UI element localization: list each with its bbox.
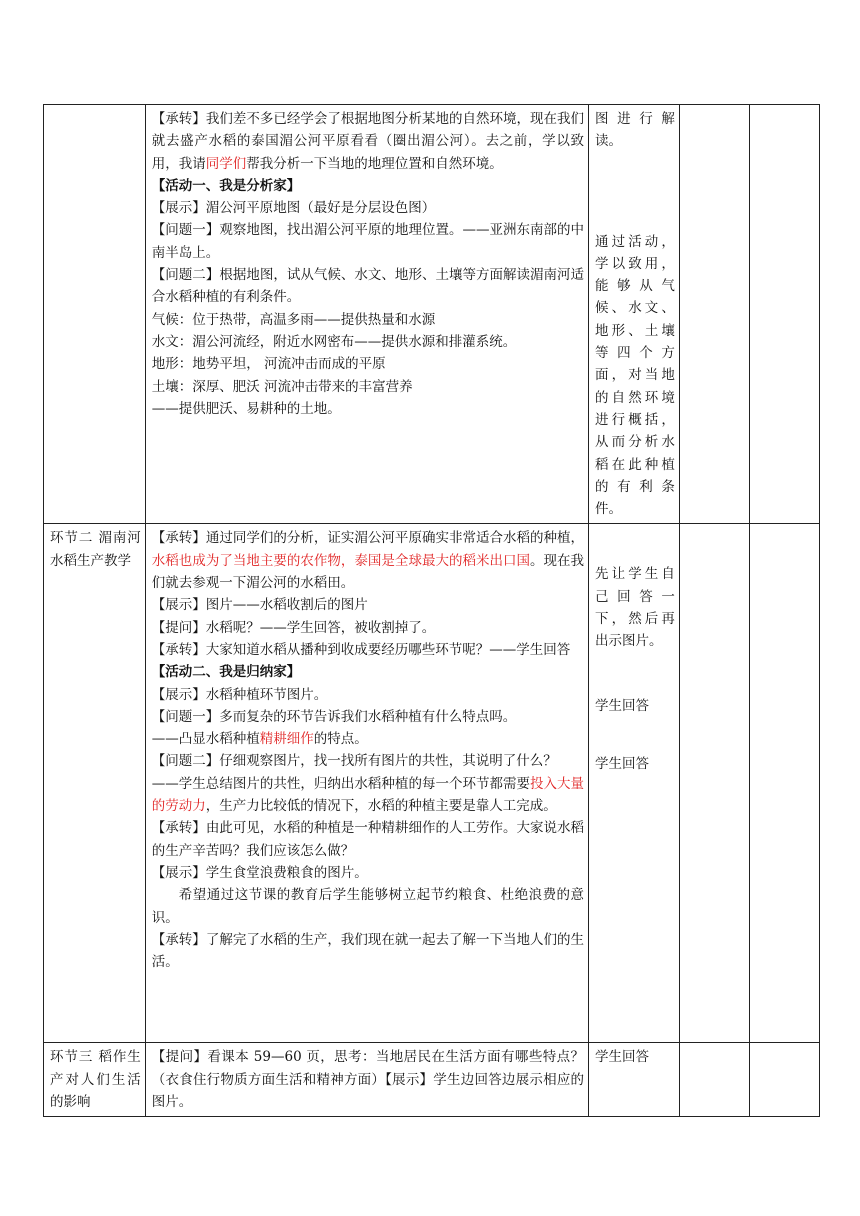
- content-cell: [145, 1043, 588, 1117]
- paragraph: 气候：位于热带，高温多雨——提供热量和水源: [151, 311, 436, 328]
- paragraph: 【承转】通过同学们的分析，证实湄公河平原确实非常适合水稻的种植，水稻也成为了当地主要的农作物，泰国是全球最大的稻米出口国。现在我们就去参观一下湄公河的水稻田。: [151, 530, 585, 592]
- stage-cell: 环节三 稻作生产对人们生活的影响: [44, 1043, 146, 1117]
- paragraph: 【展示】学生食堂浪费粮食的图片。: [151, 864, 368, 881]
- note-text: 学生回答: [595, 755, 650, 772]
- empty-cell: [749, 1043, 819, 1117]
- paragraph: 【问题一】观察地图，找出湄公河平原的地理位置。——亚洲东南部的中南半岛上。: [151, 222, 585, 261]
- stage-cell: [44, 105, 146, 524]
- paragraph: 土壤：深厚、肥沃 河流冲击带来的丰富营养: [151, 378, 413, 395]
- paragraph: ——学生总结图片的共性，归纳出水稻种植的每一个环节都需要投入大量的劳动力，生产力比较低的情况下，水稻的种植主要是靠人工完成。: [151, 775, 585, 815]
- paragraph: 【展示】水稻种植环节图片。: [151, 686, 328, 703]
- activity-heading: 【活动二、我是归纳家】: [151, 664, 301, 681]
- paragraph: 【问题一】多而复杂的环节告诉我们水稻种植有什么特点吗。: [151, 708, 517, 725]
- paragraph: 【承转】我们差不多已经学会了根据地图分析某地的自然环境，现在我们就去盛产水稻的泰国湄公河平原看看（圈出湄公河）。去之前，学以致用，我请同学们帮我分析一下当地的地理位置和自然环境。: [151, 111, 585, 172]
- paragraph: 【承转】由此可见，水稻的种植是一种精耕细作的人工劳作。大家说水稻的生产辛苦吗？我们应该怎么做？: [151, 820, 585, 859]
- table-row: [44, 1043, 820, 1117]
- note-cell: [589, 105, 680, 524]
- table-row: [44, 524, 820, 1043]
- paragraph: 地形：地势平坦， 河流冲击而成的平原: [151, 356, 386, 373]
- empty-cell: [749, 105, 819, 524]
- note-text: 图进行解读。: [595, 111, 675, 150]
- content-cell: [145, 524, 588, 1043]
- note-cell: [589, 524, 680, 1043]
- paragraph: 【问题二】仔细观察图片，找一找所有图片的共性，其说明了什么？: [151, 753, 557, 770]
- note-text: 学生回答: [595, 1049, 650, 1066]
- paragraph: 【提问】水稻呢？——学生回答，被收割掉了。: [151, 619, 436, 636]
- empty-cell: [679, 105, 749, 524]
- lesson-plan-table: [43, 104, 820, 1117]
- note-text: 先让学生自己回答一下，然后再出示图片。: [595, 566, 675, 650]
- activity-heading: 【活动一、我是分析家】: [151, 177, 301, 194]
- paragraph: ——提供肥沃、易耕种的土地。: [151, 400, 341, 417]
- empty-cell: [749, 524, 819, 1043]
- paragraph: 【展示】湄公河平原地图（最好是分层设色图）: [151, 200, 436, 217]
- paragraph: 【提问】看课本 59—60 页，思考：当地居民在生活方面有哪些特点？（衣食住行物质方面生活和精神方面）【展示】学生边回答边展示相应的图片。: [151, 1049, 585, 1111]
- paragraph: 【问题二】根据地图，试从气候、水文、地形、土壤等方面解读湄南河适合水稻种植的有利条件。: [151, 267, 585, 306]
- note-text: 通过活动，学以致用，能够从气候、水文、地形、土壤等四个方面，对当地的自然环境进行概括，从而分析水稻在此种植的有利条件。: [595, 233, 675, 518]
- content-cell: [145, 105, 588, 524]
- empty-cell: [679, 524, 749, 1043]
- table-row: [44, 105, 820, 524]
- paragraph: 水文：湄公河流经，附近水网密布——提供水源和排灌系统。: [151, 333, 517, 350]
- paragraph: 【展示】图片——水稻收割后的图片: [151, 597, 368, 614]
- paragraph: 【承转】大家知道水稻从播种到收成要经历哪些环节呢？——学生回答: [151, 641, 571, 658]
- paragraph: 希望通过这节课的教育后学生能够树立起节约粮食、杜绝浪费的意识。: [151, 887, 585, 926]
- stage-cell: 环节二 湄南河水稻生产教学: [44, 524, 146, 1043]
- note-cell: [589, 1043, 680, 1117]
- note-text: 学生回答: [595, 697, 650, 714]
- paragraph: ——凸显水稻种植精耕细作的特点。: [151, 731, 368, 748]
- empty-cell: [679, 1043, 749, 1117]
- paragraph: 【承转】了解完了水稻的生产，我们现在就一起去了解一下当地人们的生活。: [151, 931, 585, 971]
